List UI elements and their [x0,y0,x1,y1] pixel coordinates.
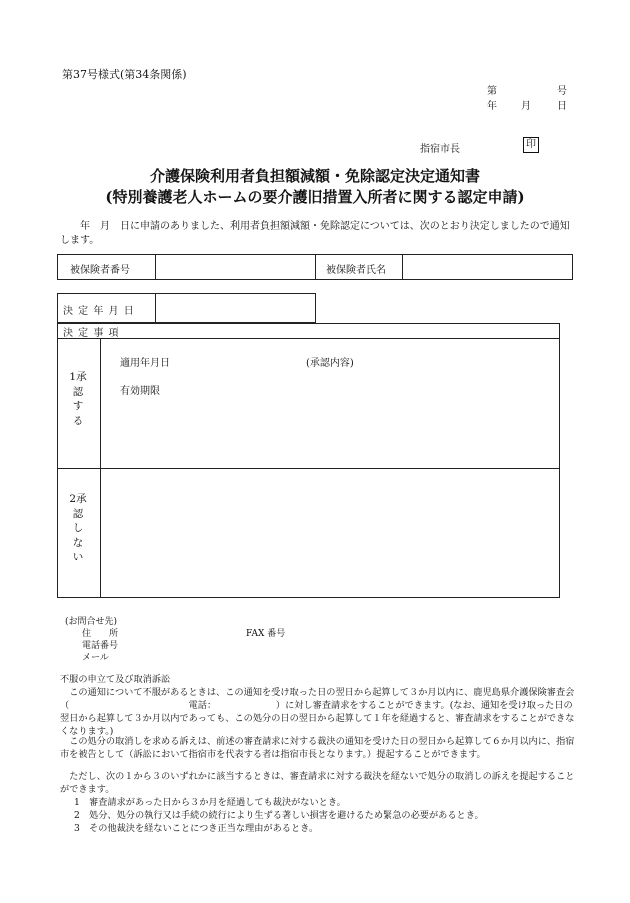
apply-date-label: 適用年月日 [120,358,170,369]
approve-label: 1承認する [69,371,87,427]
appeal-item: 2 処分、処分の執行又は手続の続行により生ずる著しい損害を避けるため緊急の必要があるとき。 [74,810,484,821]
appeal-paragraph-3: ただし、次の１から３のいずれかに該当するときは、審査請求に対する裁決を経ないで処分の取消しの訴えを提起することができます。 [60,771,575,795]
divider [155,254,156,280]
validity-label: 有効期限 [120,386,160,397]
contact-fax-label: FAX 番号 [246,629,286,639]
contact-address-label: 住 所 [82,629,119,639]
form-number: 第37号様式(第34条関係) [62,68,187,81]
insured-number-label: 被保険者番号 [70,265,130,276]
document-number-label: 第 [487,86,497,97]
contact-mail-label: メール [82,653,109,663]
appeal-paragraph-1: この通知について不服があるときは、この通知を受け取った日の翌日から起算して３か月以内に、鹿児島県介護保険審査会（ 電話： ）に対し審査請求をすることができます。(なお、通知を受け取った日の翌日から起算して３か月以内であっても、この処分の日の翌日から起算して１年を経過すると、審査請求をすることができなくなります。) [60,687,575,737]
appeal-heading: 不服の申立て及び取消訴訟 [60,674,171,685]
appeal-item: 3 その他裁決を経ないことにつき正当な理由があるとき。 [74,823,319,834]
document-title-line2: (特別養護老人ホームの要介護旧措置入所者に関する認定申請) [105,188,525,206]
contact-header: (お問合せ先) [65,617,118,627]
reject-label: 2承認しない [69,493,87,563]
approval-content-label: (承認内容) [306,358,354,369]
date-day-label: 日 [557,101,567,112]
divider [402,254,403,280]
contact-phone-label: 電話番号 [82,641,119,651]
divider [100,338,101,598]
document-title-line1: 介護保険利用者負担額減額・免除認定決定通知書 [149,167,480,185]
decision-items-label: 決 定 事 項 [63,328,120,339]
divider [57,338,560,339]
appeal-paragraph-2: この処分の取消しを求める訴えは、前述の審査請求に対する裁決の通知を受けた日の翌日から起算して６か月以内に、指宿市を被告として（訴訟において指宿市を代表する者は指宿市長となります。）提起することができます。 [60,736,575,760]
divider [57,468,560,469]
seal-stamp: 印 [523,137,539,153]
divider [155,293,156,323]
divider [315,254,316,280]
date-year-label: 年 [487,101,497,112]
date-month-label: 月 [521,101,531,112]
appeal-item: 1 審査請求があった日から３か月を経過しても裁決がないとき。 [74,797,346,808]
intro-text: 年 月 日に申請のありました、利用者負担額減額・免除認定については、次のとおり決定しましたので通知します。 [60,221,570,246]
insured-name-label: 被保険者氏名 [326,265,386,276]
decision-date-label: 決 定 年 月 日 [63,306,135,317]
issuer-name: 指宿市長 [420,144,460,155]
document-number-suffix: 号 [557,86,567,97]
